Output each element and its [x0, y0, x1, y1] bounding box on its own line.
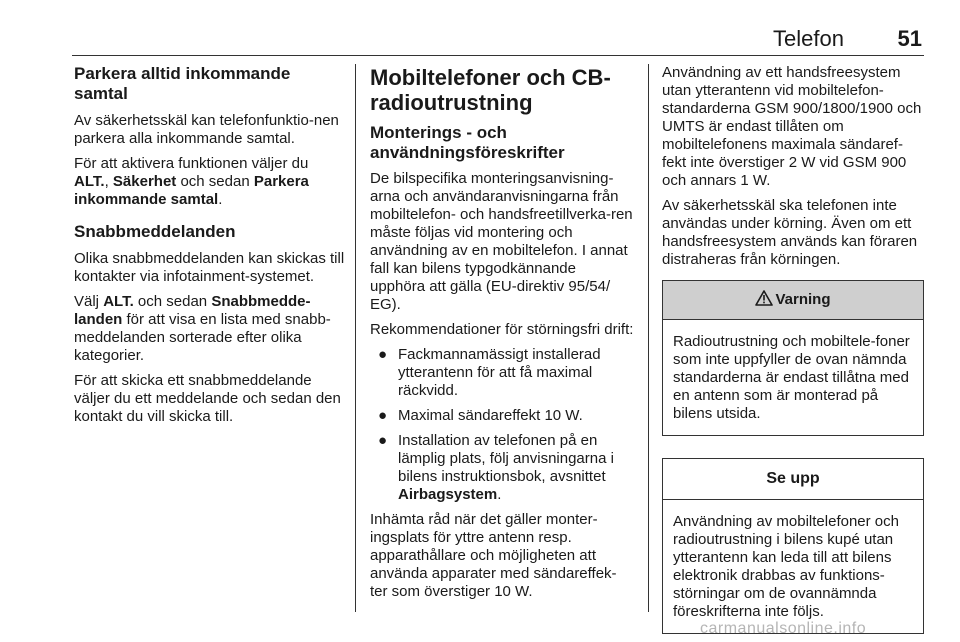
text: Välj	[74, 293, 104, 310]
heading-mobiltelefoner: Mobiltelefoner och CB-radioutrustning	[370, 65, 611, 115]
menu-term: Säkerhet	[112, 173, 177, 190]
paragraph: Av säkerhetsskäl kan telefonfunktio-nen parkera alla inkommande samtal.	[74, 112, 339, 147]
text: och sedan	[176, 173, 254, 190]
list-item	[378, 346, 634, 400]
subheading-foreskrifter: Monterings - och användningsföreskrifter	[370, 123, 565, 162]
warning-header	[663, 281, 923, 320]
list-item-text: Fackmannamässigt installerad ytterantenn för att få maximal räckvidd.	[398, 346, 601, 399]
column-1	[74, 64, 346, 433]
menu-term: ALT.	[74, 173, 105, 190]
section-title: Telefon	[773, 26, 844, 51]
caution-title: Se upp	[663, 459, 923, 500]
bullet-icon: ●	[378, 346, 388, 363]
list-item-text: Maximal sändareffekt 10 W.	[398, 407, 583, 424]
heading-snabbmeddelanden: Snabbmeddelanden	[74, 222, 236, 241]
caution-body: Användning av mobiltelefoner och radioutrustning i bilens kupé utan ytterantenn kan leda till att bilens elektronik drabbas av funktions-störningar om de ovannämnda föreskrifterna inte följs.	[673, 513, 899, 620]
list-item-text: .	[497, 486, 502, 503]
paragraph: Rekommendationer för störningsfri drift:	[370, 321, 634, 338]
column-3	[662, 64, 924, 634]
text: För att aktivera funktionen väljer du	[74, 155, 309, 172]
paragraph	[74, 293, 346, 365]
page-number: 51	[897, 26, 922, 51]
menu-term: Snabbmedde-landen	[74, 293, 311, 328]
watermark: carmanualsonline.info	[700, 620, 867, 637]
text: och sedan	[133, 293, 212, 310]
bullet-list	[370, 346, 634, 504]
text: för att visa en lista med snabb-meddelanden sorterade efter olika kategorier.	[74, 311, 331, 364]
list-item-text: Installation av telefonen på en lämplig plats, följ anvisningarna i bilens instruktionsbok, avsnittet	[398, 432, 614, 485]
warning-triangle-icon	[755, 290, 773, 306]
paragraph: De bilspecifika monteringsanvisning-arna och användaranvisningarna från mobiltelefon- och handsfreetillverka-ren måste följas vid montering och användning av en mobiltelefon. I annat fall kan bilens typgodkännande upphöra att gälla (EU-direktiv 95/54/ EG).	[370, 170, 633, 313]
paragraph: Olika snabbmeddelanden kan skickas till kontakter via infotainment-systemet.	[74, 250, 345, 285]
list-item	[378, 432, 634, 504]
paragraph: För att skicka ett snabbmeddelande väljer du ett meddelande och sedan den kontakt du vill skicka till.	[74, 372, 341, 425]
bullet-icon: ●	[378, 432, 388, 449]
heading-parkera: Parkera alltid inkommande samtal	[74, 64, 291, 103]
menu-term: Parkera inkommande samtal	[74, 173, 309, 208]
text: ,	[104, 173, 113, 190]
warning-box	[662, 280, 924, 436]
paragraph: Inhämta råd när det gäller monter-ingsplats för yttre antenn resp. apparathållare och möjligheten att använda apparater med sändareffek-ter som överstiger 10 W.	[370, 511, 617, 600]
menu-term: ALT.	[103, 293, 134, 310]
section-reference: Airbagsystem	[398, 486, 498, 503]
page-header	[0, 26, 960, 52]
column-divider-2	[648, 64, 649, 612]
header-rule	[72, 55, 924, 56]
column-2	[370, 64, 634, 608]
bullet-icon: ●	[378, 407, 388, 424]
paragraph: Användning av ett handsfreesystem utan ytterantenn vid mobiltelefon-standarderna GSM 900/1800/1900 och UMTS är endast tillåten om mobiltelefonens maximala sändaref-fekt inte överstiger 2 W vid GSM 900 och annars 1 W.	[662, 64, 922, 189]
warning-title: Varning	[775, 291, 831, 308]
caution-box	[662, 458, 924, 634]
list-item	[378, 407, 634, 425]
paragraph	[74, 155, 346, 209]
text: .	[218, 191, 223, 208]
warning-body: Radioutrustning och mobiltele-foner som inte uppfyller de ovan nämnda standarderna är endast tillåtna med en antenn som är monterad på bilens utsida.	[673, 333, 910, 422]
column-divider-1	[355, 64, 356, 612]
paragraph: Av säkerhetsskäl ska telefonen inte användas under körning. Även om ett handsfreesystem används kan föraren distraheras från körningen.	[662, 197, 918, 268]
